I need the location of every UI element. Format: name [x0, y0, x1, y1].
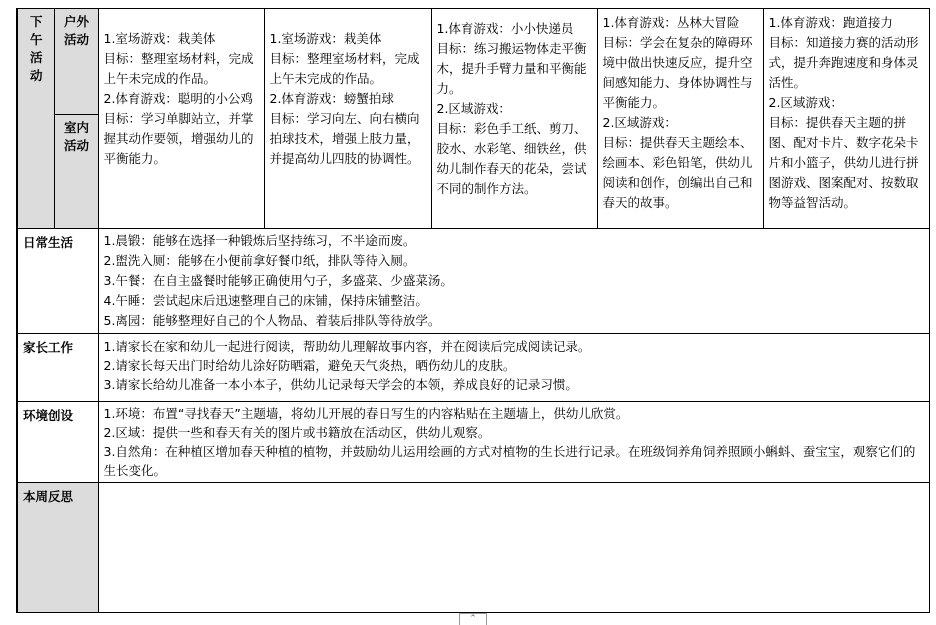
day1-line: 1.室场游戏：栽美体: [103, 31, 216, 46]
page-nav-icon: ⌃: [469, 614, 477, 624]
day4-line: 1.体育游戏：丛林大冒险: [602, 15, 740, 30]
daily-life-line: 1.晨锻：能够在选择一种锻炼后坚持练习，不半途而废。: [103, 233, 416, 248]
daily-life-line: 5.离园：能够整理好自己的个人物品、着装后排队等待放学。: [103, 313, 441, 328]
environment-row: [17, 402, 929, 483]
environment-content: [98, 402, 929, 483]
afternoon-day-1: [98, 9, 264, 229]
day5-line: 1.体育游戏：跑道接力: [768, 15, 893, 30]
environment-label: 环境创设: [23, 408, 74, 423]
day2-line: 目标：整理室场材料，完成上午未完成的作品。: [269, 51, 420, 86]
parent-work-row: [17, 334, 929, 402]
page-nav-tab[interactable]: [459, 613, 487, 625]
parent-work-line: 3.请家长给幼儿准备一本小本子，供幼儿记录每天学会的本领，养成良好的记录习惯。: [103, 377, 578, 392]
afternoon-day-5: [763, 9, 929, 229]
environment-line: 1.环境：布置“寻找春天”主题墙，将幼儿开展的春日写生的内容粘贴在主题墙上，供幼儿欣赏。: [103, 406, 629, 421]
day3-line: 目标：练习搬运物体走平衡木，提升手臂力量和平衡能力。: [436, 41, 587, 96]
reflection-label-cell: [17, 483, 98, 613]
outdoor-label: 户外活动: [63, 14, 89, 47]
daily-life-line: 3.午餐：在自主盛餐时能够正确使用勺子，多盛菜、少盛菜汤。: [103, 273, 453, 288]
afternoon-day-2: [264, 9, 431, 229]
weekly-plan-table: [16, 8, 930, 613]
day1-line: 2.体育游戏：聪明的小公鸡: [103, 91, 253, 106]
day3-line: 1.体育游戏：小小快递员: [436, 21, 574, 36]
day2-line: 目标：学习向左、向右横向拍球技术，增强上肢力量，并提高幼儿四肢的协调性。: [269, 111, 420, 166]
reflection-content[interactable]: [98, 483, 929, 613]
daily-life-line: 2.盥洗入厕：能够在小便前拿好餐巾纸，排队等待入厕。: [103, 253, 416, 268]
day1-line: 目标：学习单脚站立，并掌握其动作要领，增强幼儿的平衡能力。: [103, 111, 254, 166]
parent-work-label: 家长工作: [23, 340, 74, 355]
day4-line: 目标：学会在复杂的障碍环境中做出快速反应，提升空间感知能力、身体协调性与平衡能力。: [602, 35, 753, 110]
afternoon-label: 下午活动: [29, 14, 43, 83]
parent-work-label-cell: [17, 334, 98, 402]
daily-life-line: 4.午睡：尝试起床后迅速整理自己的床铺，保持床铺整洁。: [103, 293, 428, 308]
parent-work-line: 2.请家长每天出门时给幼儿涂好防晒霜，避免天气炎热，晒伤幼儿的皮肤。: [103, 358, 516, 373]
day4-line: 目标：提供春天主题绘本、绘画本、彩色铅笔，供幼儿阅读和创作，创编出自己和春天的故事。: [602, 135, 753, 210]
day2-line: 2.体育游戏：螃蟹拍球: [269, 91, 394, 106]
outdoor-label-cell: [54, 9, 98, 115]
afternoon-day-4: [597, 9, 763, 229]
reflection-row: [17, 483, 929, 613]
day2-line: 1.室场游戏：栽美体: [269, 31, 382, 46]
reflection-label: 本周反思: [23, 489, 74, 504]
parent-work-line: 1.请家长在家和幼儿一起进行阅读，帮助幼儿理解故事内容，并在阅读后完成阅读记录。: [103, 339, 591, 354]
afternoon-day-3: [431, 9, 597, 229]
indoor-label-cell: [54, 115, 98, 229]
environment-line: 3.自然角：在种植区增加春天种植的植物，并鼓励幼儿运用绘画的方式对植物的生长进行记录。在班级饲养角饲养照顾小蝌蚪、蚕宝宝，观察它们的生长变化。: [103, 444, 916, 478]
day5-line: 2.区域游戏：: [768, 95, 843, 110]
daily-life-label-cell: [17, 229, 98, 334]
day3-line: 目标：彩色手工纸、剪刀、胶水、水彩笔、细铁丝，供幼儿制作春天的花朵，尝试不同的制作方法。: [436, 121, 587, 196]
daily-life-label: 日常生活: [23, 235, 74, 250]
day5-line: 目标：知道接力赛的活动形式，提升奔跑速度和身体灵活性。: [768, 35, 919, 90]
daily-life-content: [98, 229, 929, 334]
day3-line: 2.区域游戏：: [436, 101, 511, 116]
day4-line: 2.区域游戏：: [602, 115, 677, 130]
parent-work-content: [98, 334, 929, 402]
afternoon-label-cell: [17, 9, 54, 229]
day5-line: 目标：提供春天主题的拼图、配对卡片、数字花朵卡片和小篮子，供幼儿进行拼图游戏、图案配对、按数取物等益智活动。: [768, 115, 919, 210]
environment-label-cell: [17, 402, 98, 483]
indoor-label: 室内活动: [63, 120, 89, 153]
day1-line: 目标：整理室场材料，完成上午未完成的作品。: [103, 51, 254, 86]
afternoon-outdoor-row: [17, 9, 929, 115]
environment-line: 2.区域：提供一些和春天有关的图片或书籍放在活动区，供幼儿观察。: [103, 425, 491, 440]
daily-life-row: [17, 229, 929, 334]
